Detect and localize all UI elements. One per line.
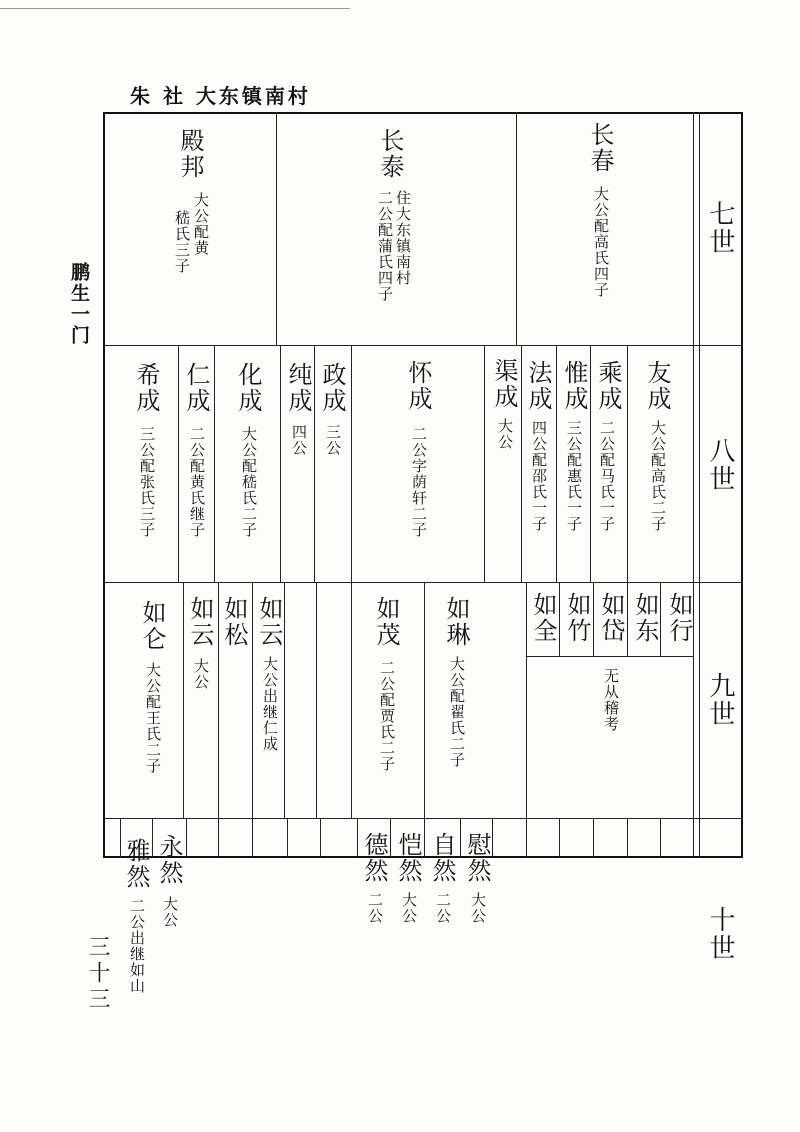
gen9-divider (252, 582, 253, 818)
person-name: 法成 (524, 360, 552, 412)
person-name: 友成 (643, 360, 671, 412)
gen9-divider (526, 582, 527, 818)
gen9-group-top-line (526, 656, 694, 657)
person-name: 怀成 (404, 360, 432, 412)
gen10-divider (424, 818, 425, 858)
gen9-divider (183, 582, 184, 818)
person-name: 惟成 (560, 360, 588, 412)
person-note: 大公配嵇氏二子 (240, 426, 258, 538)
person-name: 自然 (428, 832, 456, 884)
person-note: 四公 (290, 424, 308, 456)
person-note: 大公配黄 (192, 192, 210, 256)
gen9-divider (351, 582, 352, 818)
person-note: 大公配王氏二子 (144, 662, 162, 774)
person-name: 长春 (586, 122, 614, 174)
gen9-divider (316, 582, 317, 818)
gen8-divider (627, 345, 628, 582)
person-name: 殿邦 (176, 128, 204, 180)
generation-label-10: 十世 (705, 906, 735, 962)
generation-column-divider-inner (699, 112, 700, 858)
gen10-divider (357, 818, 358, 858)
person-note: 二公配蒲氏四子 (376, 190, 394, 302)
gen10-divider (252, 818, 253, 858)
gen10-divider (120, 818, 121, 858)
side-label: 鹏生一门 (68, 262, 90, 346)
person-name: 如竹 (563, 592, 591, 644)
gen10-divider (559, 818, 560, 858)
person-name: 希成 (132, 362, 160, 414)
person-name: 仁成 (182, 362, 210, 414)
person-note: 嵇氏三子 (173, 210, 191, 274)
person-note: 二公 (434, 892, 452, 924)
gen9-divider (593, 582, 594, 656)
gen9-group-note: 无从稽考 (602, 668, 620, 732)
gen9-divider (284, 582, 285, 818)
person-note: 二公出继如山 (128, 898, 146, 994)
person-name: 如行 (665, 592, 693, 644)
gen10-divider (390, 818, 391, 858)
person-name: 如云 (186, 596, 214, 648)
person-name: 如松 (220, 596, 248, 648)
gen10-divider (526, 818, 527, 858)
person-name: 如东 (631, 592, 659, 644)
person-note: 二公配黄氏继子 (188, 426, 206, 538)
person-note: 二公 (366, 892, 384, 924)
page-header: 朱 社 大东镇南村 (130, 84, 311, 108)
gen8-divider (351, 345, 352, 582)
gen7-divider (276, 112, 277, 345)
gen8-divider (280, 345, 281, 582)
person-name: 如仑 (138, 600, 166, 652)
gen9-divider (218, 582, 219, 818)
person-name: 雅然 (122, 838, 150, 890)
row-divider-8 (103, 345, 743, 346)
person-note: 大公 (161, 896, 179, 928)
gen10-divider (320, 818, 321, 858)
gen8-divider (214, 345, 215, 582)
generation-label-7: 七世 (705, 200, 735, 256)
person-note: 大公出继仁成 (261, 656, 279, 752)
person-note: 二公配马氏一子 (598, 420, 616, 532)
person-note: 四公配邵氏一子 (530, 420, 548, 532)
page-number: 三十三 (85, 935, 110, 1013)
person-name: 恺然 (394, 832, 422, 884)
person-note: 大公配高氏四子 (592, 186, 610, 298)
gen10-divider (660, 818, 661, 858)
person-name: 如茂 (372, 596, 400, 648)
gen9-divider (627, 582, 628, 656)
top-rule (0, 8, 350, 9)
gen8-divider (484, 345, 485, 582)
person-note: 大公 (496, 418, 514, 450)
gen10-divider (627, 818, 628, 858)
gen9-divider (424, 582, 425, 818)
row-divider-10 (103, 818, 743, 819)
gen8-divider (178, 345, 179, 582)
person-name: 化成 (234, 362, 262, 414)
person-note: 二公字荫轩二子 (410, 426, 428, 538)
gen10-divider (593, 818, 594, 858)
person-name: 纯成 (284, 362, 312, 414)
gen10-divider (492, 818, 493, 858)
person-name: 政成 (318, 362, 346, 414)
row-divider-9 (103, 582, 743, 583)
gen10-divider (287, 818, 288, 858)
person-note: 住大东镇南村 (394, 190, 412, 286)
gen10-divider (186, 818, 187, 858)
person-name: 乘成 (594, 360, 622, 412)
gen9-divider (559, 582, 560, 656)
person-name: 如岱 (597, 592, 625, 644)
generation-label-9: 九世 (705, 672, 735, 728)
person-note: 大公 (192, 658, 210, 690)
person-note: 二公配贾氏二子 (378, 660, 396, 772)
person-name: 如琳 (442, 596, 470, 648)
person-name: 渠成 (490, 358, 518, 410)
gen10-divider (152, 818, 153, 858)
person-name: 永然 (155, 834, 183, 886)
person-name: 长泰 (376, 128, 404, 180)
person-name: 德然 (360, 832, 388, 884)
gen10-divider (460, 818, 461, 858)
person-note: 大公 (469, 892, 487, 924)
gen7-divider (516, 112, 517, 345)
generation-column-divider (693, 112, 694, 858)
person-note: 三公配张氏三子 (138, 426, 156, 538)
gen8-divider (590, 345, 591, 582)
person-note: 大公 (400, 892, 418, 924)
person-name: 慰然 (463, 832, 491, 884)
gen9-divider (660, 582, 661, 656)
person-note: 大公配翟氏二子 (448, 656, 466, 768)
person-name: 如云 (255, 596, 283, 648)
person-name: 如全 (529, 592, 557, 644)
person-note: 三公 (324, 424, 342, 456)
person-note: 大公配高氏二子 (649, 420, 667, 532)
generation-label-8: 八世 (705, 437, 735, 493)
gen8-divider (521, 345, 522, 582)
gen8-divider (556, 345, 557, 582)
gen10-divider (218, 818, 219, 858)
gen8-divider (314, 345, 315, 582)
person-note: 三公配惠氏一子 (565, 420, 583, 532)
